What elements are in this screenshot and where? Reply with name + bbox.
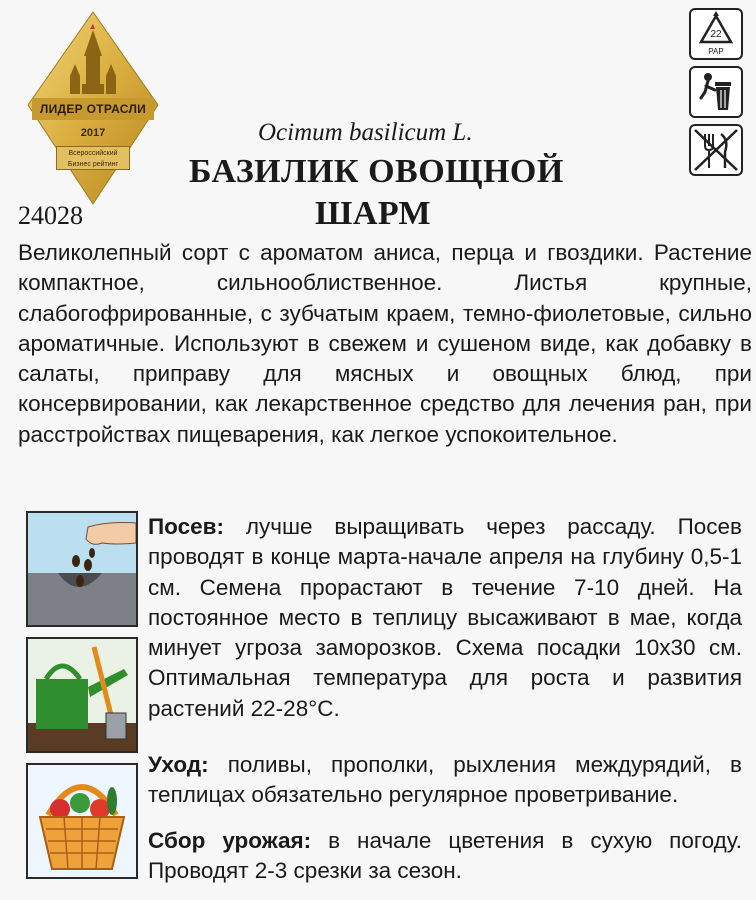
sowing-section xyxy=(148,512,742,724)
care-section xyxy=(148,750,742,811)
recycle-number: 22 xyxy=(710,29,722,40)
harvest-text: в начале цветения в сухую погоду. Проводят 2-3 срезки за сезон. xyxy=(148,828,742,884)
harvest-section xyxy=(148,826,742,887)
product-title-line2: ШАРМ xyxy=(315,195,432,232)
recycle-label: PAP xyxy=(708,47,724,56)
badge-year: 2017 xyxy=(80,127,106,139)
packaging-symbols xyxy=(689,8,745,182)
not-food-icon xyxy=(689,124,743,176)
sowing-heading: Посев: xyxy=(148,514,224,539)
watering-illustration xyxy=(26,637,138,753)
product-title-line1: БАЗИЛИК ОВОЩНОЙ xyxy=(189,153,564,190)
recycle-icon xyxy=(689,8,743,60)
sowing-illustration xyxy=(26,511,138,627)
badge-banner: ЛИДЕР ОТРАСЛИ xyxy=(32,98,154,120)
care-heading: Уход: xyxy=(148,752,209,777)
bin-icon xyxy=(689,66,743,118)
care-text: поливы, прополки, рыхления междурядий, в теплицах обязательно регулярное проветривание. xyxy=(148,752,742,808)
latin-name: Ocimum basilicum L. xyxy=(258,119,473,146)
harvest-basket-illustration xyxy=(26,763,138,879)
variety-description: Великолепный сорт с ароматом аниса, перца и гвоздики. Растение компактное, сильнооблиственное. Листья крупные, слабогофрированные, с зубчатым краем, темно-фиолетовые, сильно ароматичные. Используют в свежем и сушеном виде, как добавку в салаты, приправу для мясных и овощных блюд, при консервировании, как лекарственное средство для лечения ран, при расстройствах пищеварения, как легкое успокоительное. xyxy=(18,240,752,447)
harvest-heading: Сбор урожая: xyxy=(148,828,312,853)
industry-leader-badge xyxy=(26,10,160,206)
product-code: 24028 xyxy=(18,201,83,230)
sowing-text: лучше выращивать через рассаду. Посев проводят в конце марта-начале апреля на глубину 0,5-1 см. Семена прорастают в течение 7-10 дней. На постоянное место в теплицу высаживают в мае, когда минует угроза заморозков. Схема посадки 10x30 см. Оптимальная температура для роста и развития растений 22-28°C. xyxy=(148,514,742,721)
badge-subtitle: Всероссийский Бизнес рейтинг xyxy=(56,146,130,170)
